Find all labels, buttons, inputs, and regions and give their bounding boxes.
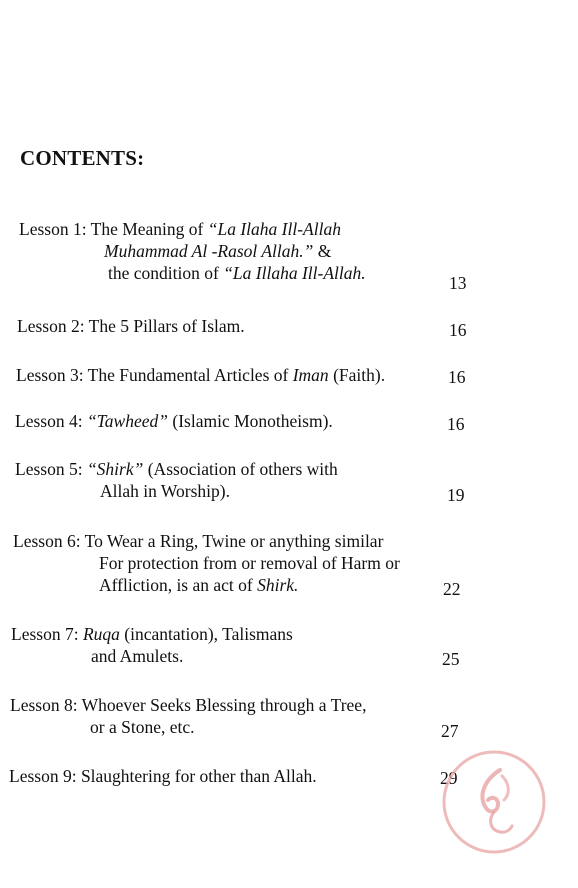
toc-entry-lesson-9[interactable] [9, 765, 317, 787]
toc-line: Lesson 6: To Wear a Ring, Twine or anything similar [13, 531, 384, 551]
toc-line: Lesson 7: Ruqa (incantation), Talismans [11, 624, 293, 644]
toc-line: Lesson 2: The 5 Pillars of Islam. [17, 316, 245, 336]
page-number: 29 [440, 768, 458, 788]
page-number: 13 [449, 273, 467, 293]
toc-entry-lesson-1[interactable] [19, 218, 366, 284]
toc-line: and Amulets. [91, 646, 184, 666]
toc-entry-lesson-7[interactable] [11, 623, 293, 667]
toc-entry-lesson-4[interactable] [15, 410, 333, 432]
toc-entry-lesson-6[interactable] [13, 530, 400, 596]
toc-line: Allah in Worship). [100, 481, 230, 501]
page-number: 16 [449, 320, 467, 340]
toc-line: Lesson 3: The Fundamental Articles of Iman (Faith). [16, 365, 386, 385]
page-title: CONTENTS: [20, 146, 145, 170]
toc-entry-lesson-8[interactable] [10, 694, 366, 738]
page-number: 16 [447, 414, 465, 434]
toc-line: Muhammad Al -Rasol Allah.” & [104, 241, 332, 261]
toc-line: Lesson 1: The Meaning of “La Ilaha Ill-Allah [19, 219, 341, 239]
toc-line: Lesson 4: “Tawheed” (Islamic Monotheism). [15, 411, 333, 431]
page-number: 25 [442, 649, 460, 669]
page-number: 16 [448, 367, 466, 387]
toc-entry-lesson-2[interactable] [17, 315, 245, 337]
page-number: 27 [441, 721, 459, 741]
toc-line: Lesson 5: “Shirk” (Association of others with [15, 459, 338, 479]
toc-line: the condition of “La Illaha Ill-Allah. [108, 263, 366, 283]
toc-line: or a Stone, etc. [90, 717, 195, 737]
toc-line: For protection from or removal of Harm or [99, 553, 400, 573]
watermark-logo-icon [438, 746, 550, 858]
page-number: 19 [447, 485, 465, 505]
toc-line: Lesson 8: Whoever Seeks Blessing through a Tree, [10, 695, 367, 715]
toc-entry-lesson-5[interactable] [15, 458, 338, 502]
page-number: 22 [443, 579, 461, 599]
toc-line: Affliction, is an act of Shirk. [99, 575, 299, 595]
toc-line: Lesson 9: Slaughtering for other than Allah. [9, 766, 317, 786]
toc-entry-lesson-3[interactable] [16, 364, 385, 386]
